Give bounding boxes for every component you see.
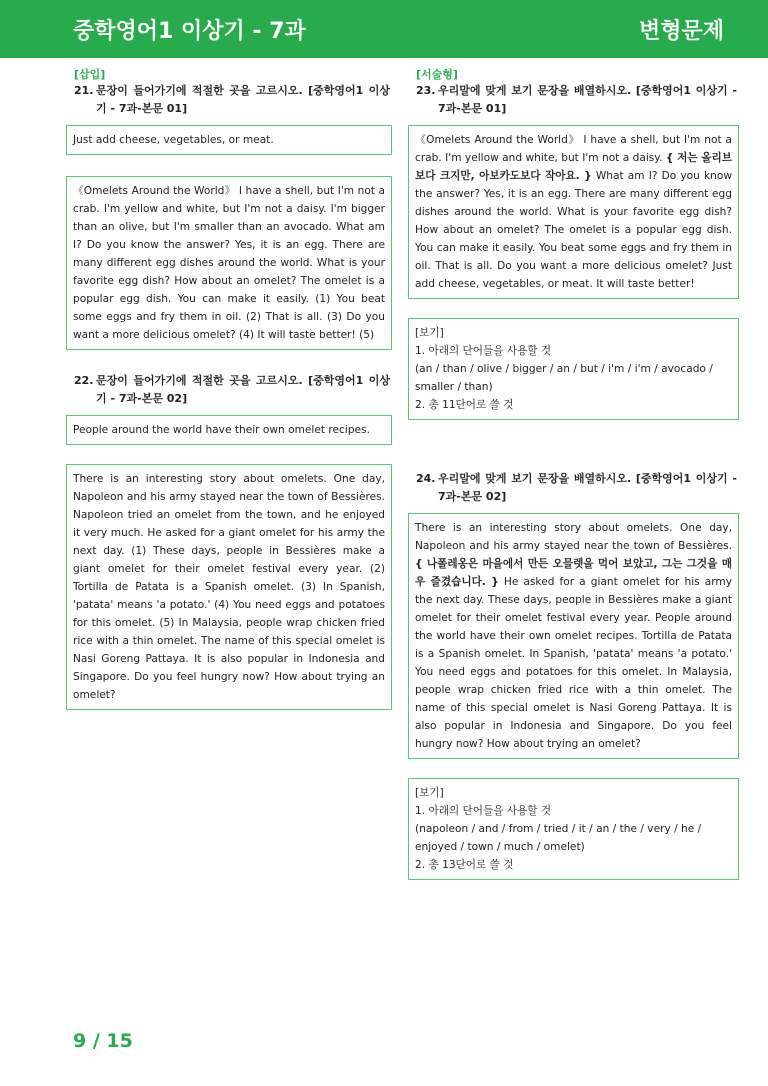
passage-text: 《Omelets Around the World》 I have a shell, but I'm not a crab. I'm yellow and white, but I'm not a daisy. — [415, 134, 732, 164]
question-text: 문장이 들어가기에 적절한 곳을 고르시오. [중학영어1 이상기 - 7과-본문 01] — [96, 84, 390, 115]
korean-prompt: { 저는 올리브보다 크지만, 아보카도보다 작아요. } — [415, 152, 732, 182]
passage-text: He asked for a giant omelet for his army the next day. These days, people in Bessières make a giant omelet for their omelet festival every year. People around the world have their own omelet recipes. Tortilla de Patata is a Spanish omelet. In Spanish, 'patata' means 'a potato.' You need eggs and potatoes for this omelet. In Malaysia, people wrap chicken fried rice with a thin omelet. The name of this special omelet is Nasi Goreng Pattaya. It is also popular in Indonesia and Singapore. Do you feel hungry now? How about trying an omelet? — [415, 576, 732, 750]
passage-box: There is an interesting story about omelets. One day, Napoleon and his army stayed near the town of Bessières. Napoleon tried an omelet from the town, and he enjoyed it very much. He asked for a giant omelet for his army the next day. (1) These days, people in Bessières make a giant omelet for their omelet festival every year. (2) Tortilla de Patata is a Spanish omelet. (3) In Spanish, 'patata' means 'a potato.' (4) You need eggs and potatoes for this omelet. (5) In Malaysia, people wrap chicken fried rice with a thin omelet. The name of this special omelet is Nasi Goreng Pattaya. It is also popular in Indonesia and Singapore. Do you feel hungry now? How about trying an omelet? — [66, 464, 392, 710]
question-text: 우리말에 맞게 보기 문장을 배열하시오. [중학영어1 이상기 - 7과-본문 02] — [438, 472, 737, 503]
passage-box: 《Omelets Around the World》 I have a shell, but I'm not a crab. I'm yellow and white, but I'm not a daisy. I'm bigger than an olive, but I'm smaller than an avocado. What am I? Do you know the answer? Yes, it is an egg. There are many different egg dishes around the world. What is your favorite egg dish? How about an omelet? The omelet is a popular egg dish. You can make it easily. (1) You beat some eggs and fry them in oil. (2) That is all. (3) Do you want a more delicious omelet? (4) It will taste better! (5) — [66, 176, 392, 350]
section-tag: [삽입] — [74, 68, 106, 81]
question-number: 22. — [74, 374, 94, 387]
passage-box — [408, 513, 739, 759]
question-text: 우리말에 맞게 보기 문장을 배열하시오. [중학영어1 이상기 - 7과-본문 01] — [438, 84, 737, 115]
bogi-box — [408, 318, 739, 420]
bogi-words: (napoleon / and / from / tried / it / an / the / very / he / enjoyed / town / much / omelet) — [415, 823, 702, 853]
page-title: 중학영어1 이상기 - 7과 — [73, 19, 306, 44]
question-number: 24. — [416, 472, 436, 485]
question-24-title — [416, 470, 737, 506]
question-number: 23. — [416, 84, 436, 97]
bogi-rule: 2. 총 13단어로 쓸 것 — [415, 859, 514, 871]
right-column — [408, 66, 739, 880]
bogi-words: (an / than / olive / bigger / an / but / i'm / i'm / avocado / smaller / than) — [415, 363, 713, 393]
section-tag: [서술형] — [416, 68, 458, 81]
passage-text: There is an interesting story about omelets. One day, Napoleon and his army stayed near the town of Bessières. — [415, 522, 732, 552]
question-23-title — [416, 82, 737, 118]
passage-box — [408, 125, 739, 299]
passage-text: What am I? Do you know the answer? Yes, it is an egg. There are many different egg dishes around the world. What is your favorite egg dish? How about an omelet? The omelet is a popular egg dish. You can make it easily. You beat some eggs and fry them in oil. That is all. Do you want a more delicious omelet? Just add cheese, vegetables, or meat. It will taste better! — [415, 170, 732, 290]
question-number: 21. — [74, 84, 94, 97]
bogi-title: [보기] — [415, 787, 444, 799]
bogi-rule: 1. 아래의 단어들을 사용할 것 — [415, 805, 552, 817]
page-header — [0, 0, 768, 58]
bogi-rule: 2. 총 11단어로 쓸 것 — [415, 399, 514, 411]
question-type-label: 변형문제 — [638, 19, 724, 44]
left-column — [66, 66, 392, 710]
given-sentence-box: Just add cheese, vegetables, or meat. — [66, 125, 392, 155]
bogi-rule: 1. 아래의 단어들을 사용할 것 — [415, 345, 552, 357]
page-number: 9 / 15 — [73, 1030, 133, 1052]
korean-prompt: { 나폴레옹은 마을에서 만든 오믈렛을 먹어 보았고, 그는 그것을 매우 즐겼습니다. } — [415, 558, 732, 588]
bogi-title: [보기] — [415, 327, 444, 339]
question-21-title — [74, 82, 390, 118]
question-22-title — [74, 372, 390, 408]
given-sentence-box: People around the world have their own omelet recipes. — [66, 415, 392, 445]
question-text: 문장이 들어가기에 적절한 곳을 고르시오. [중학영어1 이상기 - 7과-본문 02] — [96, 374, 390, 405]
bogi-box — [408, 778, 739, 880]
